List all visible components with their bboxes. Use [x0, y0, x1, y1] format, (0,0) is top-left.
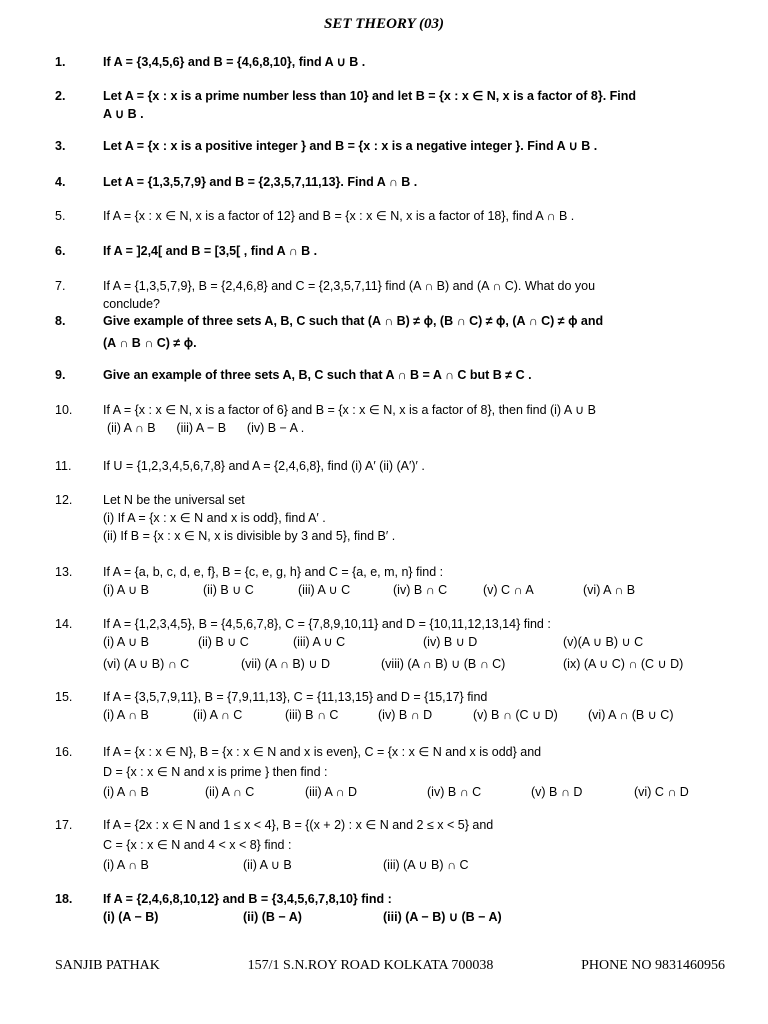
sub-question: (v)(A ∪ B) ∪ C	[563, 635, 644, 649]
sub-question: (vi) A ∩ B	[583, 583, 636, 597]
question-text: D = {x : x ∈ N and x is prime } then find :	[103, 765, 328, 779]
sub-question: (vi) (A ∪ B) ∩ C	[103, 657, 190, 671]
sub-question: (iv) B ∩ C	[393, 583, 448, 597]
sub-question: (ii) A ∪ B	[243, 858, 292, 872]
sub-questions	[103, 783, 718, 801]
sub-questions	[103, 706, 718, 724]
question-text: If A = {1,3,5,7,9}, B = {2,4,6,8} and C = {2,3,5,7,11} find (A ∩ B) and (A ∩ C). What do you	[103, 279, 596, 293]
question-text: If A = {1,2,3,4,5}, B = {4,5,6,7,8}, C = {7,8,9,10,11} and D = {10,11,12,13,14} find :	[103, 617, 551, 631]
question-number: 2.	[55, 89, 66, 103]
question-text: Give example of three sets A, B, C such that (A ∩ B) ≠ ϕ, (B ∩ C) ≠ ϕ, (A ∩ C) ≠ ϕ and	[103, 314, 604, 328]
question-text: If A = {a, b, c, d, e, f}, B = {c, e, g, h} and C = {a, e, m, n} find :	[103, 565, 444, 579]
question-text: If A = {x : x ∈ N, x is a factor of 6} and B = {x : x ∈ N, x is a factor of 8}, then find (i) A ∪ B	[103, 403, 596, 417]
question-text: Let N be the universal set	[103, 493, 245, 507]
sub-questions	[103, 856, 718, 874]
sub-question: (iv) B ∩ D	[378, 708, 433, 722]
sub-question: (iii) B ∩ C	[285, 708, 339, 722]
question-number: 4.	[55, 175, 66, 189]
question-number: 7.	[55, 279, 66, 293]
sub-question: (ii) A ∩ C	[205, 785, 255, 799]
question-text: If A = ]2,4[ and B = [3,5[ , find A ∩ B .	[103, 244, 318, 258]
question-number: 13.	[55, 565, 73, 579]
sub-questions	[103, 581, 718, 599]
question-text: If A = {2x : x ∈ N and 1 ≤ x < 4}, B = {(x + 2) : x ∈ N and 2 ≤ x < 5} and	[103, 818, 494, 832]
sub-question: (iv) B ∩ C	[427, 785, 482, 799]
question-text: If A = {x : x ∈ N, x is a factor of 12} and B = {x : x ∈ N, x is a factor of 18}, find A ∩ B .	[103, 209, 575, 223]
question-number: 10.	[55, 403, 73, 417]
question-text: Let A = {x : x is a prime number less than 10} and let B = {x : x ∈ N, x is a factor of 8}. Find	[103, 89, 637, 103]
question-number: 8.	[55, 314, 66, 328]
sub-question: (iii) (A ∪ B) ∩ C	[383, 858, 469, 872]
question-text: (A ∩ B ∩ C) ≠ ϕ.	[103, 336, 197, 350]
sub-question: (i) A ∩ B	[103, 708, 149, 722]
sub-question: (ii) (B − A)	[243, 910, 302, 924]
sub-question: (i) A ∩ B	[103, 858, 149, 872]
question-number: 5.	[55, 209, 66, 223]
footer-author: SANJIB PATHAK	[55, 958, 160, 973]
sub-questions	[103, 633, 718, 651]
question-text: If A = {2,4,6,8,10,12} and B = {3,4,5,6,7,8,10} find :	[103, 892, 392, 906]
sub-question: (vii) (A ∩ B) ∪ D	[241, 657, 330, 671]
sub-question: (i) A ∪ B	[103, 635, 149, 649]
sub-questions	[103, 908, 718, 926]
question-number: 1.	[55, 55, 66, 69]
page-title: SET THEORY (03)	[323, 16, 444, 32]
sub-question: (iv) B ∪ D	[423, 635, 478, 649]
sub-question: (ix) (A ∪ C) ∩ (C ∪ D)	[563, 657, 684, 671]
question-number: 6.	[55, 244, 66, 258]
question-number: 12.	[55, 493, 73, 507]
question-number: 15.	[55, 690, 73, 704]
sub-question: (v) C ∩ A	[483, 583, 534, 597]
sub-question: (vi) A ∩ (B ∪ C)	[588, 708, 674, 722]
sub-question: (vi) C ∩ D	[634, 785, 689, 799]
question-text: C = {x : x ∈ N and 4 < x < 8} find :	[103, 838, 292, 852]
question-text: (i) If A = {x : x ∈ N and x is odd}, find A′ .	[103, 511, 326, 525]
question-number: 17.	[55, 818, 73, 832]
question-number: 18.	[55, 892, 73, 906]
sub-question: (v) B ∩ D	[531, 785, 583, 799]
question-text: If A = {3,4,5,6} and B = {4,6,8,10}, find A ∪ B .	[103, 55, 366, 69]
question-text: conclude?	[103, 297, 160, 311]
sub-question: (i) (A − B)	[103, 910, 159, 924]
sub-question: (iii) A ∪ C	[293, 635, 346, 649]
question-text: (ii) A ∩ B (iii) A − B (iv) B − A .	[107, 421, 305, 435]
sub-question: (ii) B ∪ C	[203, 583, 254, 597]
question-number: 9.	[55, 368, 66, 382]
sub-question: (iii) A ∩ D	[305, 785, 358, 799]
sub-questions	[103, 655, 718, 673]
sub-question: (v) B ∩ (C ∪ D)	[473, 708, 558, 722]
page-footer	[55, 958, 725, 974]
question-number: 3.	[55, 139, 66, 153]
sub-question: (iii) A ∪ C	[298, 583, 351, 597]
question-text: Give an example of three sets A, B, C such that A ∩ B = A ∩ C but B ≠ C .	[103, 368, 532, 382]
footer-phone: PHONE NO 9831460956	[581, 958, 725, 973]
question-number: 11.	[55, 459, 72, 473]
question-number: 14.	[55, 617, 73, 631]
question-text: If A = {x : x ∈ N}, B = {x : x ∈ N and x is even}, C = {x : x ∈ N and x is odd} and	[103, 745, 542, 759]
question-text: A ∪ B .	[103, 107, 144, 121]
question-text: Let A = {x : x is a positive integer } and B = {x : x is a negative integer }. Find A ∪ B .	[103, 139, 598, 153]
question-number: 16.	[55, 745, 73, 759]
sub-question: (i) A ∪ B	[103, 583, 149, 597]
sub-question: (viii) (A ∩ B) ∪ (B ∩ C)	[381, 657, 506, 671]
sub-question: (iii) (A − B) ∪ (B − A)	[383, 910, 502, 924]
sub-question: (ii) A ∩ C	[193, 708, 243, 722]
sub-question: (ii) B ∪ C	[198, 635, 249, 649]
question-text: (ii) If B = {x : x ∈ N, x is divisible by 3 and 5}, find B′ .	[103, 529, 396, 543]
question-text: Let A = {1,3,5,7,9} and B = {2,3,5,7,11,13}. Find A ∩ B .	[103, 175, 418, 189]
sub-question: (i) A ∩ B	[103, 785, 149, 799]
question-text: If U = {1,2,3,4,5,6,7,8} and A = {2,4,6,8}, find (i) A′ (ii) (A′)′ .	[103, 459, 425, 473]
footer-address: 157/1 S.N.ROY ROAD KOLKATA 700038	[247, 958, 494, 973]
question-text: If A = {3,5,7,9,11}, B = {7,9,11,13}, C = {11,13,15} and D = {15,17} find	[103, 690, 488, 704]
